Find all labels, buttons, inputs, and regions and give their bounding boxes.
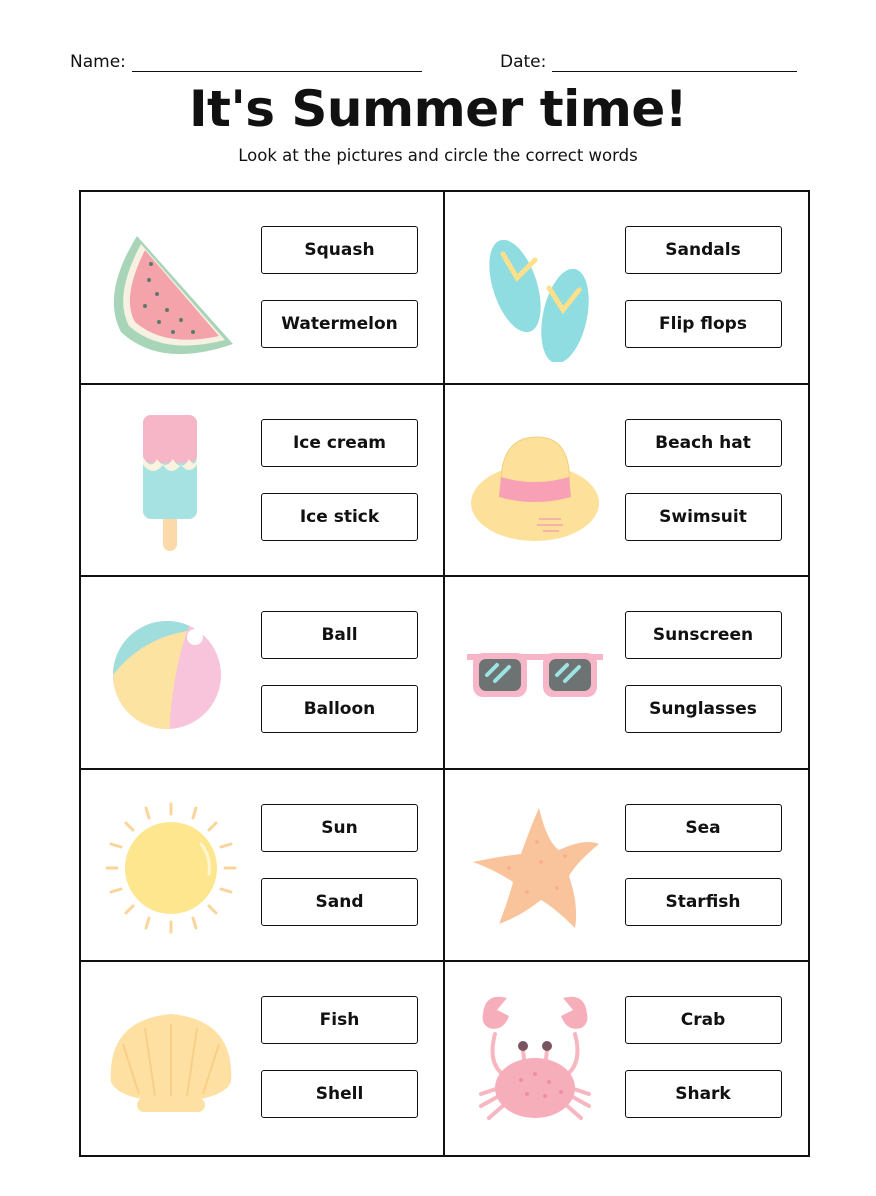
- item-cell-crab: [445, 962, 809, 1155]
- option-fish[interactable]: Fish: [261, 996, 418, 1044]
- option-flip-flops[interactable]: Flip flops: [625, 300, 782, 348]
- item-cell-beach-ball: [81, 577, 445, 770]
- option-sun[interactable]: Sun: [261, 804, 418, 852]
- option-swimsuit[interactable]: Swimsuit: [625, 493, 782, 541]
- option-starfish[interactable]: Starfish: [625, 878, 782, 926]
- option-ice-cream[interactable]: Ice cream: [261, 419, 418, 467]
- flip-flops-icon: [465, 214, 605, 362]
- option-squash[interactable]: Squash: [261, 226, 418, 274]
- option-beach-hat[interactable]: Beach hat: [625, 419, 782, 467]
- option-crab[interactable]: Crab: [625, 996, 782, 1044]
- crab-icon: [465, 984, 605, 1132]
- option-sunglasses[interactable]: Sunglasses: [625, 685, 782, 733]
- item-cell-shell: [81, 962, 445, 1155]
- worksheet-title: It's Summer time!: [188, 80, 688, 138]
- option-sandals[interactable]: Sandals: [625, 226, 782, 274]
- option-watermelon[interactable]: Watermelon: [261, 300, 418, 348]
- beach-ball-icon: [101, 599, 241, 747]
- item-cell-sun: [81, 770, 445, 963]
- item-cell-watermelon: [81, 192, 445, 385]
- option-shell[interactable]: Shell: [261, 1070, 418, 1118]
- option-balloon[interactable]: Balloon: [261, 685, 418, 733]
- instructions: Look at the pictures and circle the correct words: [238, 146, 638, 165]
- option-sunscreen[interactable]: Sunscreen: [625, 611, 782, 659]
- option-ice-stick[interactable]: Ice stick: [261, 493, 418, 541]
- ice-cream-icon: [101, 407, 241, 555]
- item-cell-flip-flops: [445, 192, 809, 385]
- option-sand[interactable]: Sand: [261, 878, 418, 926]
- name-line[interactable]: [132, 53, 422, 72]
- picture-grid: [79, 190, 810, 1157]
- option-ball[interactable]: Ball: [261, 611, 418, 659]
- option-shark[interactable]: Shark: [625, 1070, 782, 1118]
- item-cell-starfish: [445, 770, 809, 963]
- item-cell-ice-cream: [81, 385, 445, 578]
- item-cell-beach-hat: [445, 385, 809, 578]
- sunglasses-icon: [465, 599, 605, 747]
- date-field[interactable]: [500, 52, 797, 72]
- date-label: Date:: [500, 52, 547, 72]
- starfish-icon: [465, 792, 605, 940]
- beach-hat-icon: [465, 407, 605, 555]
- name-field[interactable]: [70, 52, 422, 72]
- watermelon-icon: [101, 214, 241, 362]
- date-line[interactable]: [552, 53, 797, 72]
- item-cell-sunglasses: [445, 577, 809, 770]
- option-sea[interactable]: Sea: [625, 804, 782, 852]
- name-label: Name:: [70, 52, 126, 72]
- sun-icon: [101, 792, 241, 940]
- shell-icon: [101, 984, 241, 1132]
